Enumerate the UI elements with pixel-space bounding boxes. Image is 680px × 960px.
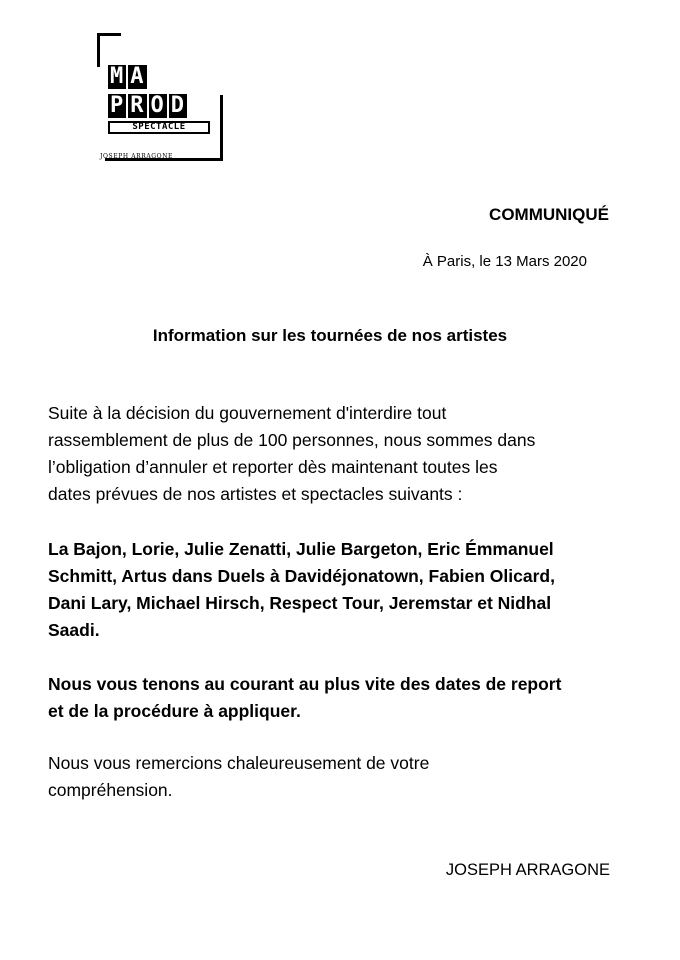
signature-name: JOSEPH ARRAGONE bbox=[445, 861, 610, 879]
logo-letter: A bbox=[130, 64, 145, 89]
logo-letter: P bbox=[110, 93, 125, 118]
place-date: À Paris, le 13 Mars 2020 bbox=[422, 253, 587, 270]
logo-letter: M bbox=[110, 64, 125, 89]
logo-subtitle: SPECTACLE bbox=[108, 121, 210, 134]
company-logo bbox=[97, 33, 223, 161]
logo-letter: D bbox=[170, 93, 185, 118]
logo-frame-left bbox=[97, 33, 100, 67]
logo-letter: R bbox=[130, 93, 145, 118]
logo-word-prod bbox=[108, 94, 189, 118]
logo-word-ma bbox=[108, 65, 149, 89]
document-heading: COMMUNIQUÉ bbox=[489, 205, 609, 224]
logo-owner-name: JOSEPH ARRAGONE bbox=[100, 153, 174, 160]
logo-frame-top bbox=[97, 33, 121, 36]
paragraph-announcement: Suite à la décision du gouvernement d'interdire tout rassemblement de plus de 100 personnes, nous sommes dans l’obligation d’annuler et reporter dès maintenant toutes les dates prévues de nos artistes et spectacles suivants : bbox=[48, 403, 536, 504]
logo-letter: O bbox=[150, 93, 165, 118]
paragraph-thanks: Nous vous remercions chaleureusement de votre compréhension. bbox=[48, 753, 430, 800]
paragraph-artist-list: La Bajon, Lorie, Julie Zenatti, Julie Bargeton, Eric Émmanuel Schmitt, Artus dans Duels à Davidéjonatown, Fabien Olicard, Dani Lary, Michael Hirsch, Respect Tour, Jeremstar et Nidhal Saadi. bbox=[48, 539, 555, 640]
logo-frame-right bbox=[220, 95, 223, 159]
document-subject: Information sur les tournées de nos artistes bbox=[152, 326, 508, 345]
paragraph-update-notice: Nous vous tenons au courant au plus vite des dates de report et de la procédure à appliquer. bbox=[48, 674, 562, 721]
